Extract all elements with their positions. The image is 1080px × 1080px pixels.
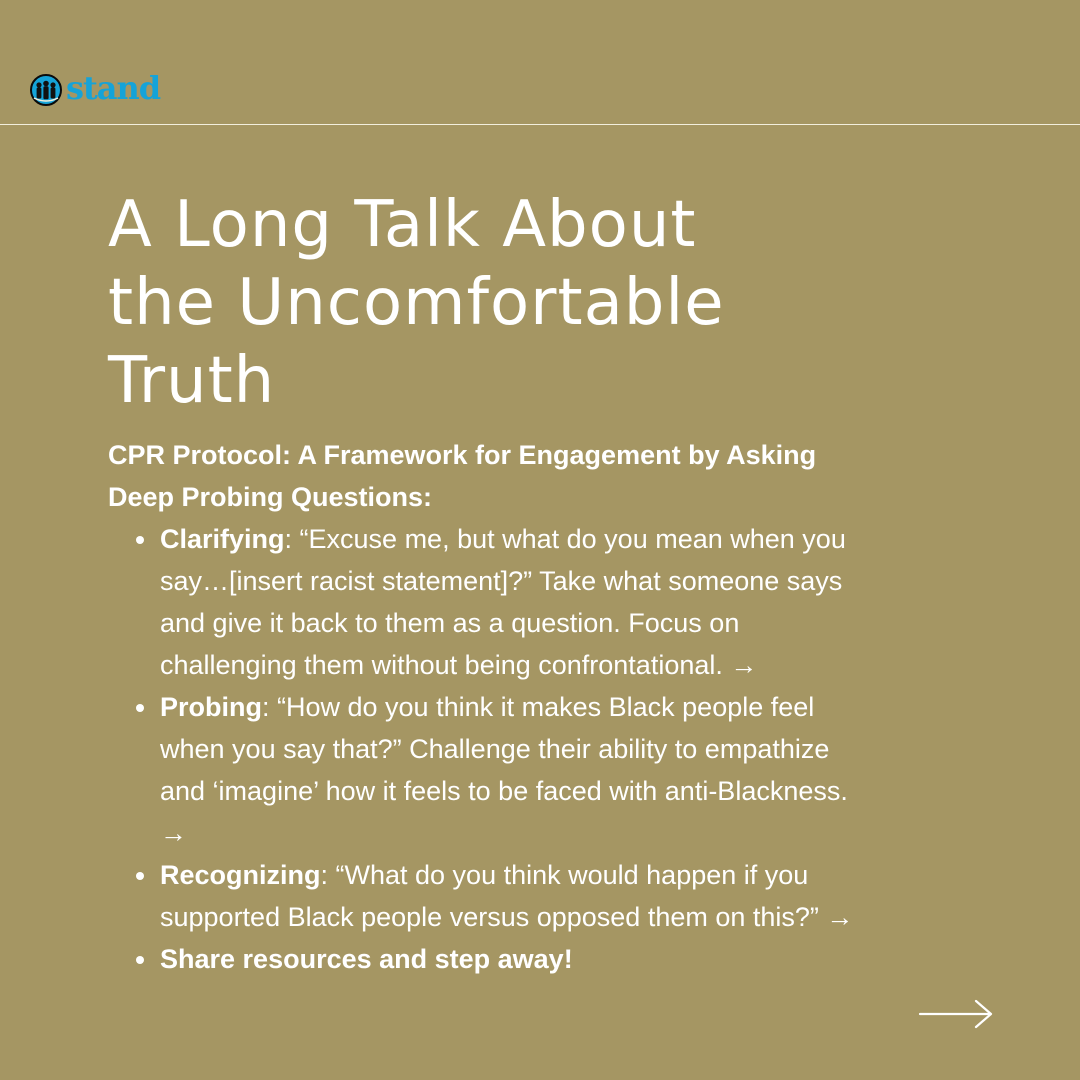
- title-line-2: the Uncomfortable: [108, 266, 725, 340]
- page-title: [108, 186, 1008, 420]
- section-subtitle: [108, 434, 968, 518]
- term-clarifying: Clarifying: [160, 524, 285, 554]
- stand-logo: [30, 70, 160, 110]
- list-item-recognizing: [160, 854, 1040, 938]
- item-text-line: : “Excuse me, but what do you mean when you: [284, 524, 846, 554]
- item-text-line: when you say that?” Challenge their ability to empathize: [160, 734, 830, 764]
- header-divider: [0, 124, 1080, 125]
- globe-people-icon: [30, 74, 62, 106]
- arrow-right-icon[interactable]: [918, 996, 994, 1032]
- item-text-line: : “How do you think it makes Black people feel: [262, 692, 815, 722]
- item-text-line: and ‘imagine’ how it feels to be faced with anti-Blackness.: [160, 776, 848, 806]
- item-text-line: supported Black people versus opposed them on this?” →: [160, 902, 854, 932]
- list-item-clarifying: [160, 518, 1040, 686]
- list-item-probing: [160, 686, 1040, 854]
- title-line-1: A Long Talk About: [108, 188, 697, 262]
- item-text-line: and give it back to them as a question. Focus on: [160, 608, 740, 638]
- subtitle-line-2: Deep Probing Questions:: [108, 482, 433, 512]
- list-item-share-resources: [160, 938, 1040, 980]
- item-text-line: say…[insert racist statement]?” Take what someone says: [160, 566, 843, 596]
- cpr-steps-list: [160, 518, 1040, 980]
- item-text-line: challenging them without being confrontational. →: [160, 650, 758, 680]
- title-line-3: Truth: [108, 344, 276, 418]
- term-recognizing: Recognizing: [160, 860, 321, 890]
- subtitle-line-1: CPR Protocol: A Framework for Engagement by Asking: [108, 440, 817, 470]
- item-text-line: : “What do you think would happen if you: [320, 860, 809, 890]
- term-share-resources: Share resources and step away!: [160, 944, 573, 974]
- item-text-line: →: [160, 818, 187, 848]
- logo-wordmark: stand: [66, 69, 161, 107]
- term-probing: Probing: [160, 692, 262, 722]
